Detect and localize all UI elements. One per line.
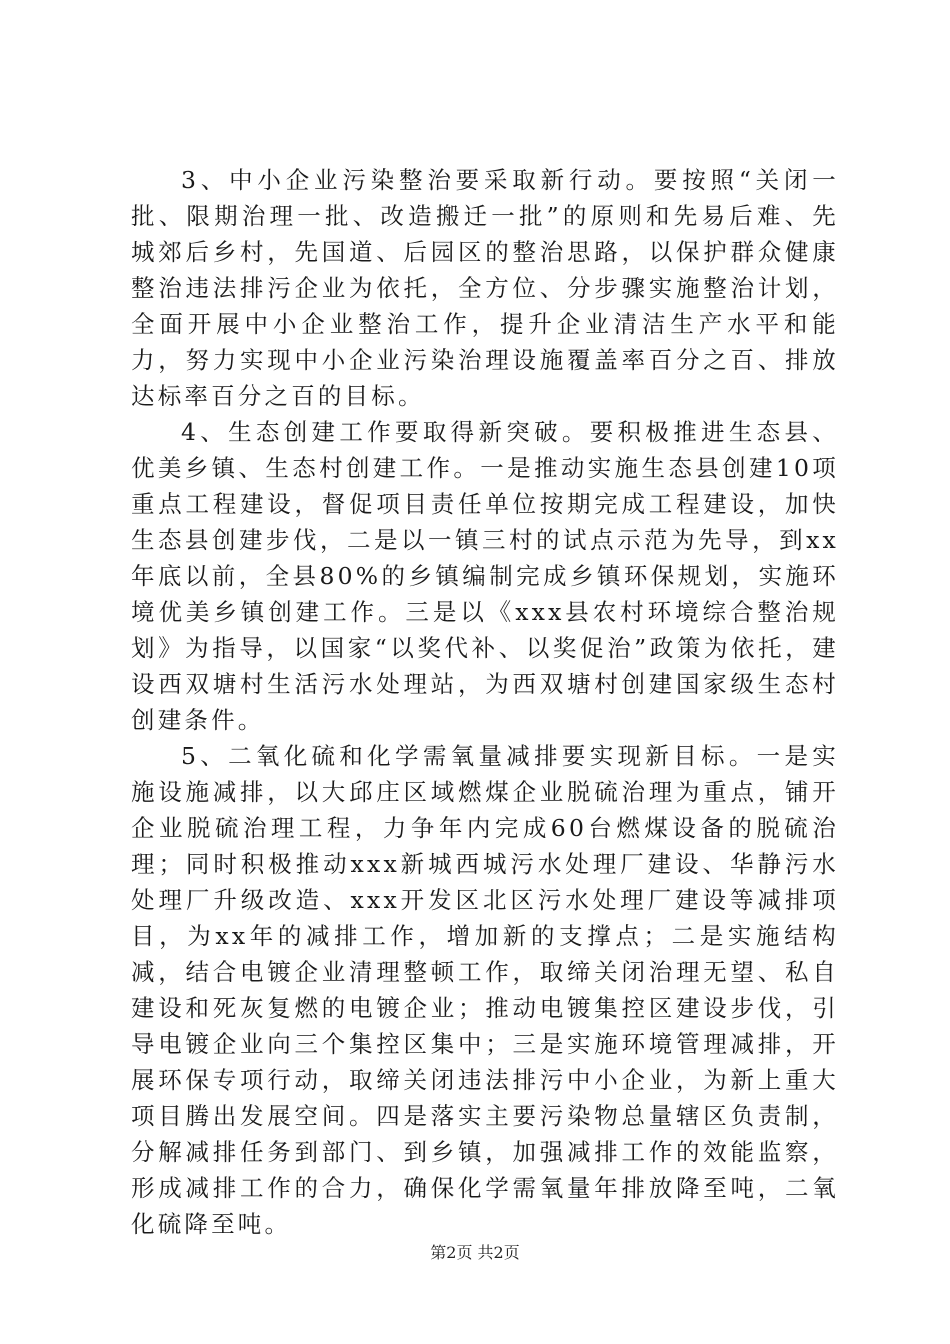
paragraph-5: 5、二氧化硫和化学需氧量减排要实现新目标。一是实施设施减排，以大邱庄区域燃煤企业脱硫治理为重点，铺开企业脱硫治理工程，力争年内完成60台燃煤设备的脱硫治理；同时积极推动xxx新城西城污水处理厂建设、华静污水处理厂升级改造、xxx开发区北区污水处理厂建设等减排项目，为xx年的减排工作，增加新的支撑点；二是实施结构减，结合电镀企业清理整顿工作，取缔关闭治理无望、私自建设和死灰复燃的电镀企业；推动电镀集控区建设步伐，引导电镀企业向三个集控区集中；三是实施环境管理减排，开展环保专项行动，取缔关闭违法排污中小企业，为新上重大项目腾出发展空间。四是落实主要污染物总量辖区负责制，分解减排任务到部门、到乡镇，加强减排工作的效能监察，形成减排工作的合力，确保化学需氧量年排放降至吨，二氧化硫降至吨。 <box>131 742 839 1238</box>
page-footer: 第2页 共2页 <box>430 1243 520 1262</box>
paragraph-4: 4、生态创建工作要取得新突破。要积极推进生态县、优美乡镇、生态村创建工作。一是推动实施生态县创建10项重点工程建设，督促项目责任单位按期完成工程建设，加快生态县创建步伐，二是以一镇三村的试点示范为先导，到xx年底以前，全县80%的乡镇编制完成乡镇环保规划，实施环境优美乡镇创建工作。三是以《xxx县农村环境综合整治规划》为指导，以国家“以奖代补、以奖促治”政策为依托，建设西双塘村生活污水处理站，为西双塘村创建国家级生态村创建条件。 <box>131 418 839 734</box>
document-body <box>131 162 839 1242</box>
paragraph-3: 3、中小企业污染整治要采取新行动。要按照“关闭一批、限期治理一批、改造搬迁一批”的原则和先易后难、先城郊后乡村，先国道、后园区的整治思路，以保护群众健康整治违法排污企业为依托，全方位、分步骤实施整治计划，全面开展中小企业整治工作，提升企业清洁生产水平和能力，努力实现中小企业污染治理设施覆盖率百分之百、排放达标率百分之百的目标。 <box>131 166 839 410</box>
